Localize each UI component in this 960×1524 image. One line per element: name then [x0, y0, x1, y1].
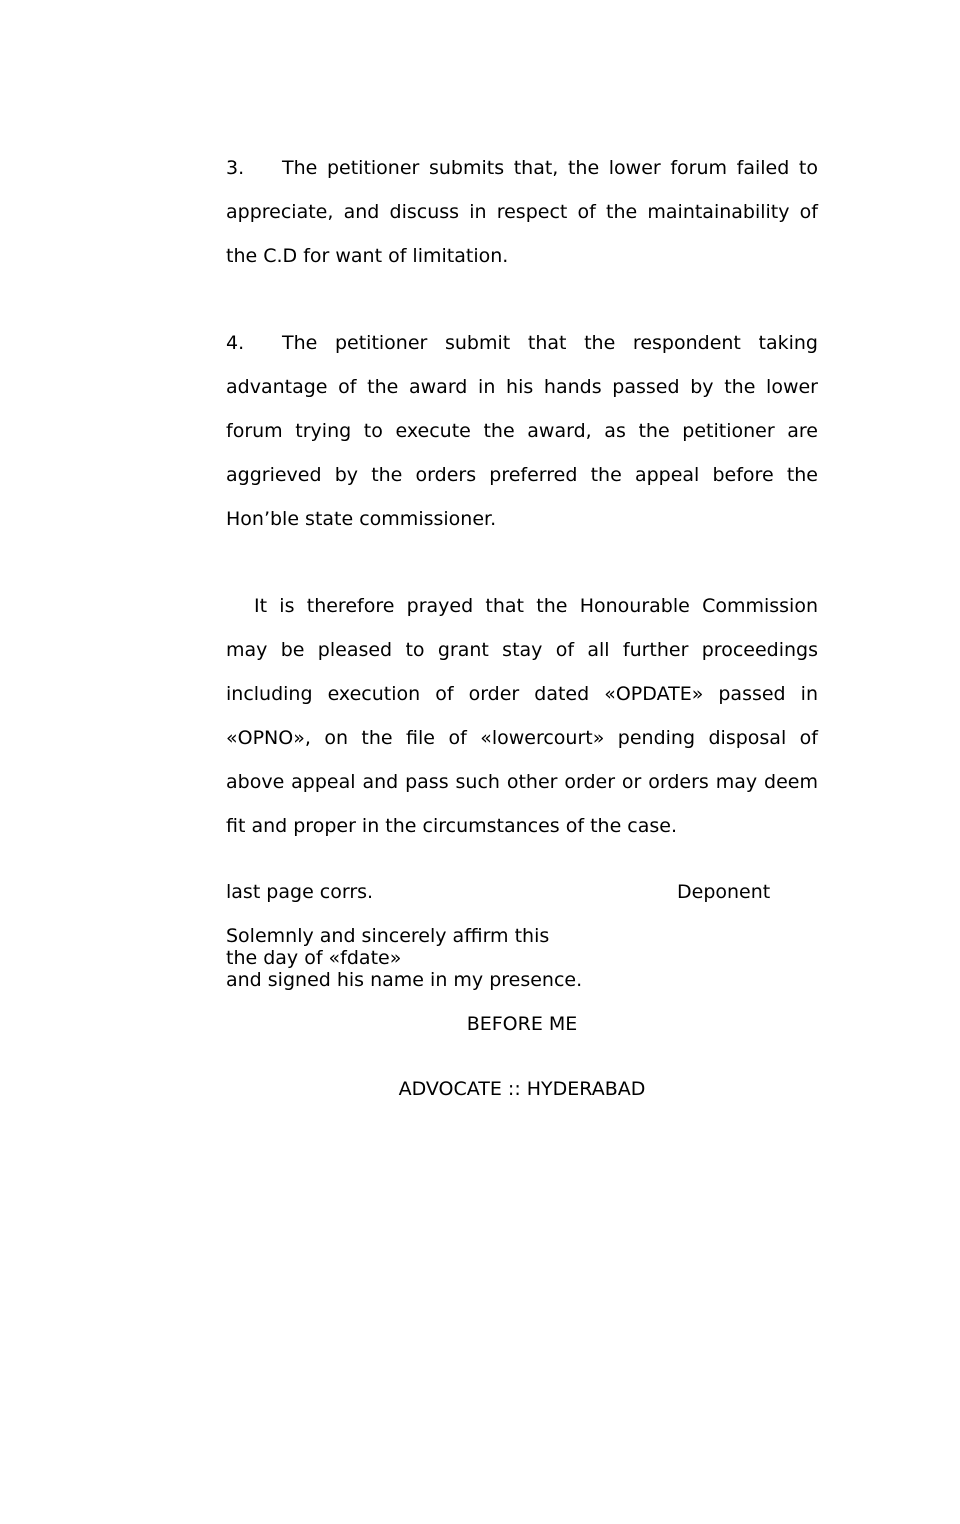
paragraph-4-text: The petitioner submit that the respondent taking advantage of the award in his hands passed by the lower forum trying to execute the award, as the petitioner are aggrieved by the orders preferred the appeal before the Hon’ble state commissioner. [226, 332, 818, 530]
affirmation-line-3: and signed his name in my presence. [226, 969, 583, 991]
last-page-note: last page corrs. [226, 881, 374, 903]
paragraph-4 [226, 321, 818, 541]
document-page [226, 0, 818, 1524]
paragraph-3-text: The petitioner submits that, the lower forum failed to appreciate, and discuss in respect of the maintainability of the C.D for want of limitation. [226, 157, 818, 267]
affirmation-block [226, 925, 582, 991]
paragraph-3-number: 3. [226, 157, 245, 179]
deponent-label: Deponent [677, 881, 771, 903]
paragraph-3 [226, 146, 818, 278]
affirmation-line-1: Solemnly and sincerely affirm this [226, 925, 550, 947]
before-me-label: BEFORE ME [466, 1013, 578, 1035]
paragraph-4-number: 4. [226, 332, 245, 354]
prayer-paragraph: It is therefore prayed that the Honourable Commission may be pleased to grant stay of all further proceedings including execution of order dated «OPDATE» passed in «OPNO», on the file of «lowercourt» pending disposal of above appeal and pass such other order or orders may deem fit and proper in the circumstances of the case. [226, 595, 818, 837]
advocate-label: ADVOCATE :: HYDERABAD [398, 1078, 646, 1100]
affirmation-line-2: the day of «fdate» [226, 947, 402, 969]
